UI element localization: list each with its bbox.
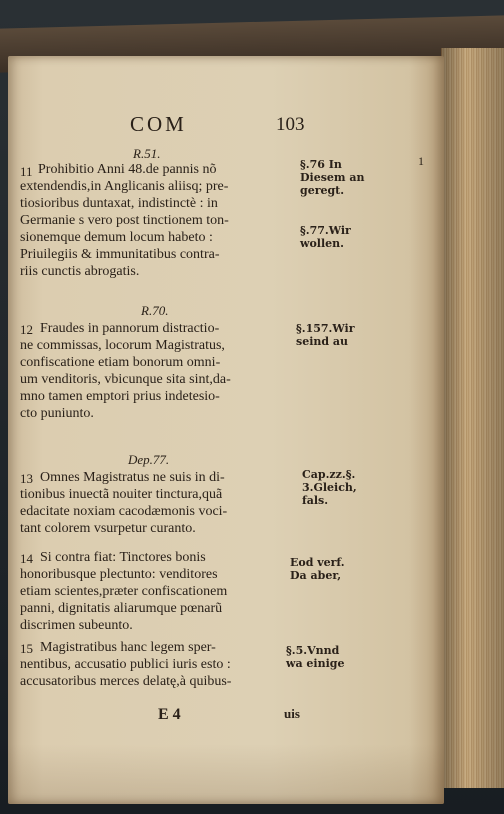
text-line: panni, dignitatis aliarumque pœnarũ xyxy=(20,601,223,616)
text-line: edacitate noxiam cacodæmonis voci- xyxy=(20,504,228,519)
margin-note: §.76 In Diesem an geregt. xyxy=(300,158,365,197)
section-text xyxy=(20,486,227,537)
section-text xyxy=(20,656,231,690)
text-line: um venditoris, vbicunque sita sint,da- xyxy=(20,372,231,387)
outer-margin-mark: 1 xyxy=(418,154,424,168)
margin-note: §.157.Wir seind au xyxy=(296,322,355,348)
running-title: COM xyxy=(130,112,187,136)
section-number: 11 xyxy=(20,164,33,179)
text-line: Germanie s vero post tinctionem ton- xyxy=(20,213,229,228)
page-number: 103 xyxy=(276,114,305,135)
section-text xyxy=(20,566,227,634)
text-line: cto puniunto. xyxy=(20,406,94,421)
text-line: Si contra fiat: Tinctores bonis xyxy=(40,550,206,565)
section-number: 12 xyxy=(20,322,33,337)
text-line: Prohibitio Anni 48.de pannis nõ xyxy=(38,162,217,177)
section-text xyxy=(40,549,206,566)
margin-note: Eod verf. Da aber, xyxy=(290,556,345,582)
text-line: mno tamen emptori prius indetesio- xyxy=(20,389,220,404)
section-number: 13 xyxy=(20,471,33,486)
section-text xyxy=(20,337,231,422)
section-ref: Dep.77. xyxy=(128,452,170,467)
margin-note: Cap.zz.§. 3.Gleich, fals. xyxy=(302,468,357,507)
text-line: extendendis,in Anglicanis aliisq; pre- xyxy=(20,179,229,194)
signature-mark: E 4 xyxy=(158,706,181,723)
section-ref: R.70. xyxy=(141,303,169,318)
text-line: confiscatione etiam bonorum omni- xyxy=(20,355,221,370)
section-number: 15 xyxy=(20,641,33,656)
section-ref: R.51. xyxy=(133,146,161,161)
text-line: tionibus inuectã nouiter tinctura,quã xyxy=(20,487,223,502)
text-line: sionemque demum locum habeto : xyxy=(20,230,213,245)
text-line: ne commissas, locorum Magistratus, xyxy=(20,338,225,353)
catchword: uis xyxy=(284,706,300,721)
section-text xyxy=(20,178,229,280)
section-number: 14 xyxy=(20,551,33,566)
page-edges xyxy=(441,48,504,788)
text-line: nentibus, accusatio publici iuris esto : xyxy=(20,657,231,672)
text-line: riis cunctis abrogatis. xyxy=(20,264,140,279)
text-line: tiosioribus duntaxat, indistinctè : in xyxy=(20,196,218,211)
section-text xyxy=(38,161,217,178)
section-text xyxy=(40,639,216,656)
book-page xyxy=(8,56,444,804)
text-line: etiam scientes,præter confiscationem xyxy=(20,584,228,599)
section-text xyxy=(40,320,219,337)
text-line: Magistratibus hanc legem sper- xyxy=(40,640,216,655)
text-line: Omnes Magistratus ne suis in di- xyxy=(40,470,225,485)
margin-note: §.77.Wir wollen. xyxy=(300,224,351,250)
text-line: honoribusque plectunto: venditores xyxy=(20,567,218,582)
text-line: Fraudes in pannorum distractio- xyxy=(40,321,220,336)
section-text xyxy=(40,469,225,486)
text-line: discrimen subeunto. xyxy=(20,618,133,633)
text-line: accusatoribus merces delatę,à quibus- xyxy=(20,674,232,689)
text-line: tant colorem vsurpetur curanto. xyxy=(20,521,196,536)
text-line: Priuilegiis & immunitatibus contra- xyxy=(20,247,220,262)
margin-note: §.5.Vnnd wa einige xyxy=(286,644,345,670)
